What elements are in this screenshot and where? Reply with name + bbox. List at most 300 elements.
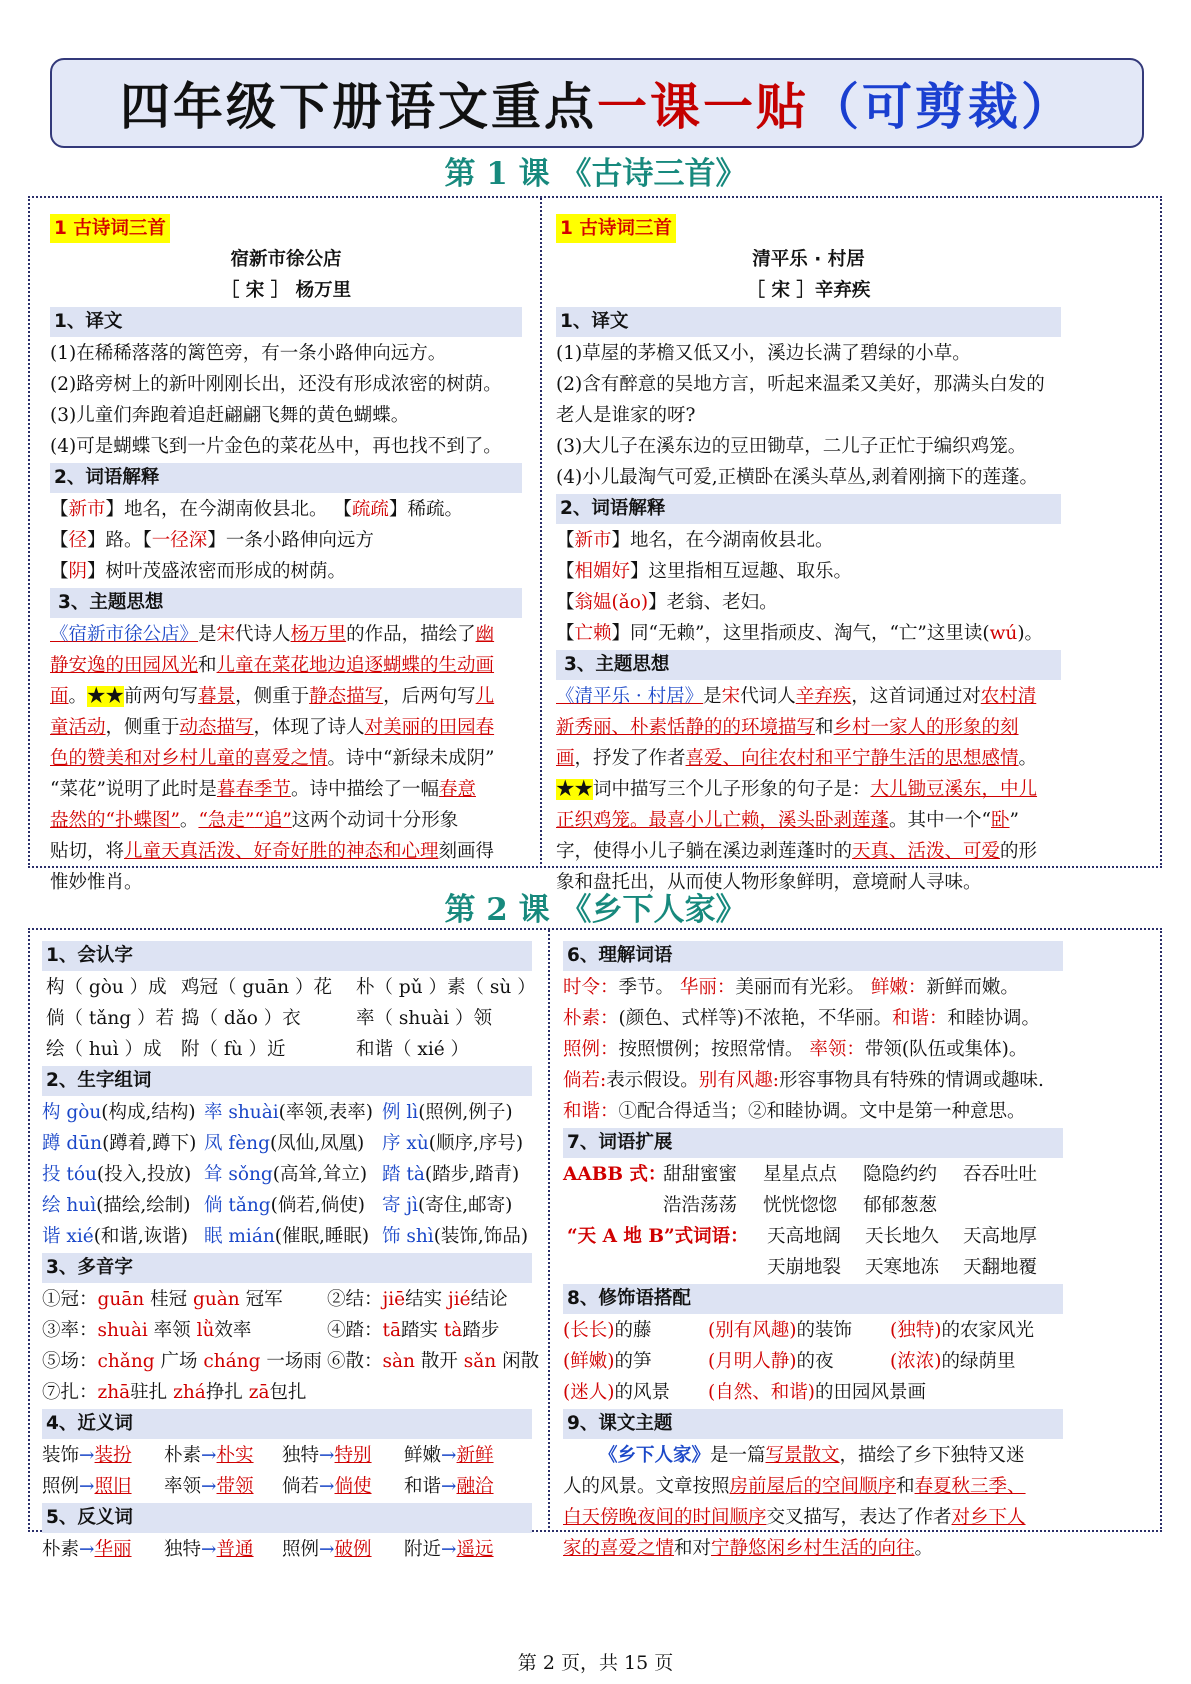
expanded-word: 恍恍惚惚 [763,1195,838,1216]
term: 华丽： [679,977,736,998]
arrow-icon: → [319,1476,335,1497]
pattern-label: “天 A 地 B”式词语： [567,1226,749,1247]
title-note: （可剪裁） [809,78,1074,136]
lesson2-title: 第 2 课 《乡下人家》 [444,892,747,928]
section-heading: 2、词语解释 [556,494,1061,524]
modifier-pair [563,1377,708,1408]
reading-word: 倘（ tǎng ）若 [46,1008,174,1029]
modifier: (鲜嫩) [563,1351,615,1372]
text-run: 动态描写 [179,717,254,738]
word: 独特 [282,1445,320,1466]
char-pinyin: 序 xù [382,1133,429,1154]
polyphone-text: jiē [382,1289,406,1310]
translation-line: (3)儿童们奔跑着追赶翩翩飞舞的黄色蝴蝶。 [50,405,410,426]
paragraph-line [50,836,522,867]
grid-row [42,1097,532,1128]
char-group [382,1221,532,1252]
grid-row [563,1377,1063,1408]
arrow-icon: → [441,1539,457,1560]
paragraph-line [50,619,522,650]
section-heading: 3、多音字 [42,1253,532,1283]
polyphone-group [42,1284,327,1315]
definition: (颜色、式样等)不浓艳，不华丽。 [618,1008,892,1029]
text-run: 童活动 [50,717,106,738]
poem-author: ［ 宋 ］辛弃疾 [746,280,871,301]
section-heading: 6、理解词语 [563,941,1063,971]
text-run: 辛弃疾 [795,686,852,707]
char-pinyin: 寄 jì [382,1195,419,1216]
reading-word: 构（ gòu ）成 [46,977,167,998]
section-tag: 1 古诗词三首 [556,214,676,243]
noun: 的田园风景画 [814,1382,926,1403]
text-run: 大儿锄豆溪东，中儿 [870,779,1038,800]
word: 装扮 [94,1445,132,1466]
expanded-word: 甜甜蜜蜜 [663,1164,738,1185]
expanded-word: 郁郁葱葱 [863,1195,938,1216]
synonym-pair [42,1440,164,1471]
arrow-icon: → [201,1476,217,1497]
paragraph-line [563,1533,1063,1564]
modifier-pair [563,1315,708,1346]
term: 照例： [563,1039,619,1060]
grid-row [42,1315,532,1346]
section-heading: 2、词语解释 [50,463,522,493]
char-words: (踏步,踏青) [424,1164,520,1185]
text-run: ，描绘了乡下独特又迷 [839,1445,1025,1466]
word: 华丽 [94,1539,132,1560]
text-run: ” [1009,810,1019,831]
arrow-icon: → [319,1445,335,1466]
grid-row [42,1003,532,1034]
text-run: 象和盘托出，从而使人物形象鲜明，意境耐人寻味。 [556,872,982,893]
synonym-pair [164,1471,282,1502]
pattern-label: AABB 式： [563,1164,667,1185]
lesson2-divider [548,930,550,1528]
noun: 的装饰 [796,1320,852,1341]
text-run: 卧 [990,810,1010,831]
text-run: 对美丽的田园春 [364,717,495,738]
antonym-pair [404,1534,522,1565]
polyphone-text: jié [448,1289,471,1310]
char-group [382,1159,532,1190]
antonym-pair [164,1534,282,1565]
paragraph-line [556,681,1061,712]
text-run: 正织鸡笼。最喜小儿亡赖，溪头卧剥莲蓬 [556,810,890,831]
word-explanation: 【新市】地名，在今湖南攸县北。 [556,530,834,551]
word: 率领 [164,1476,202,1497]
text-run: 刻画得 [438,841,495,862]
char-pinyin: 例 lì [382,1102,419,1123]
polyphone-group [327,1346,540,1377]
char-group [382,1128,532,1159]
text-run: 新秀丽、朴素恬静的的环境描写 [556,717,816,738]
paragraph-line [50,712,522,743]
text-run: 面 [50,686,69,707]
grid-row [42,1190,532,1221]
word: 朴实 [216,1445,254,1466]
polyphone-text: ⑤场： [42,1351,98,1372]
expanded-word: 浩浩荡荡 [663,1195,738,1216]
definition: 和睦协调。 [947,1008,1040,1029]
section-heading: 7、词语扩展 [563,1128,1063,1158]
modifier: (自然、和谐) [708,1382,815,1403]
text-run: 喜爱、向往农村和平宁静生活的思想感情 [685,748,1019,769]
polyphone-group [327,1284,527,1315]
arrow-icon: → [319,1539,335,1560]
paragraph-line [563,1471,1063,1502]
polyphone-text: 一场雨 [260,1351,322,1372]
polyphone-text: 包扎 [269,1382,307,1403]
paragraph-line [50,743,522,774]
polyphone-text: 率领 [147,1320,197,1341]
text-run: 前两句写 [124,686,199,707]
synonym-pair [404,1440,522,1471]
word-explanation: 【新市】地名，在今湖南攸县北。 【疏疏】稀疏。 [50,499,463,520]
text-run: 惟妙惟肖。 [50,872,143,893]
section-heading: 1、译文 [556,307,1061,337]
word: 朴素 [42,1539,80,1560]
theme-paragraph [556,681,1061,898]
grid-row [563,1096,1063,1127]
polyphone-text: 结论 [470,1289,508,1310]
text-run: ，侧重于 [235,686,310,707]
section-heading: 4、近义词 [42,1409,532,1439]
text-run: 人的风景。文章按照 [563,1476,730,1497]
translation-line: 老人是谁家的呀? [556,405,696,426]
antonym-pair [282,1534,404,1565]
definition: 表示假设。 [606,1070,699,1091]
word: 装饰 [42,1445,80,1466]
word-explanation: 【相媚好】这里指相互逗趣、取乐。 [556,561,853,582]
section-heading: 9、课文主题 [563,1409,1063,1439]
text-run: 盎然的“扑蝶图” [50,810,180,831]
grid-row [42,1440,532,1471]
text-run: 和 [198,655,217,676]
definition: 季节。 [618,977,680,998]
text-run: 是 [198,624,217,645]
polyphone-text: 驻扎 [130,1382,174,1403]
text-run: 交叉描写，表达了作者 [766,1507,952,1528]
expanded-word: 星星点点 [763,1164,838,1185]
polyphone-text: zhá [173,1382,206,1403]
word: 照例 [42,1476,80,1497]
expanded-word: 天高地阔 [767,1226,842,1247]
synonym-pair [282,1440,404,1471]
polyphone-text: guān [97,1289,145,1310]
modifier-pair [890,1346,1060,1377]
text-run: 。其中一个“ [889,810,991,831]
polyphone-group [42,1377,522,1408]
polyphone-text: 效率 [214,1320,252,1341]
text-run: 宁静悠闲乡村生活的向往 [711,1538,915,1559]
word: 倘若 [282,1476,320,1497]
char-words: (高耸,耸立) [272,1164,368,1185]
word: 附近 [404,1539,442,1560]
noun: 的绿荫里 [941,1351,1016,1372]
char-group [204,1159,382,1190]
char-pinyin: 蹲 dūn [42,1133,103,1154]
paragraph-line [50,774,522,805]
text-run: 暮春季节 [216,779,291,800]
definition: ①配合得适当；②和睦协调。文中是第一种意思。 [618,1101,1026,1122]
definition: 形容事物具有特殊的情调或趣味. [778,1070,1044,1091]
noun: 的农家风光 [941,1320,1034,1341]
section-heading: 8、修饰语搭配 [563,1284,1063,1314]
text-run: ，体现了诗人 [253,717,365,738]
char-pinyin: 投 tóu [42,1164,97,1185]
modifier: (长长) [563,1320,615,1341]
grid-row [563,1065,1063,1096]
polyphone-text: zhā [97,1382,131,1403]
word: 普通 [216,1539,254,1560]
text-run: 宋 [721,686,741,707]
term: 和谐： [563,1101,619,1122]
polyphone-text: ③率： [42,1320,98,1341]
modifier-pair [708,1315,890,1346]
reading-word: 和谐（ xié ） [356,1039,470,1060]
grid-row [42,1034,532,1065]
char-pinyin: 构 gòu [42,1102,102,1123]
expanded-word: 隐隐约约 [863,1164,938,1185]
text-run: 白天傍晚夜间的时间顺序 [563,1507,767,1528]
text-run: 是 [703,686,722,707]
text-run: 字，使得小儿子躺在溪边剥莲蓬时的 [556,841,853,862]
polyphone-text: ②结： [327,1289,383,1310]
polyphone-text: tà [443,1320,463,1341]
term: 别有风趣: [698,1070,779,1091]
char-words: (率领,表率) [278,1102,373,1123]
char-words: (装饰,饰品) [433,1226,529,1247]
word: 遥远 [456,1539,494,1560]
noun: 的藤 [614,1320,652,1341]
char-words: (蹲着,蹲下) [102,1133,197,1154]
section-heading: 1、会认字 [42,941,532,971]
char-words: (倘若,倘使) [270,1195,365,1216]
polyphone-text: ①冠： [42,1289,98,1310]
grid-row [42,1284,532,1315]
char-words: (顺序,序号) [428,1133,524,1154]
text-run: 宋 [216,624,236,645]
word: 独特 [164,1539,202,1560]
paragraph-line [50,650,522,681]
text-run: 写景散文 [765,1445,840,1466]
polyphone-text: 闲散 [496,1351,540,1372]
section-heading: 2、生字组词 [42,1066,532,1096]
char-group [42,1097,204,1128]
word: 照旧 [94,1476,132,1497]
text-run: 幽 [475,624,495,645]
polyphone-text: ④踏： [327,1320,383,1341]
char-words: (投入,投放) [96,1164,192,1185]
reading-word: 捣（ dǎo ）衣 [181,1008,301,1029]
char-words: (照例,例子) [418,1102,513,1123]
word-explanation: 【阴】树叶茂盛浓密而形成的树荫。 [50,561,347,582]
grid-row [563,1315,1063,1346]
char-group [42,1221,204,1252]
definition: 新鲜而嫩。 [926,977,1019,998]
text-run: ，后两句写 [383,686,476,707]
lesson1-title: 第 1 课 《古诗三首》 [444,156,747,192]
text-run: 农村清 [980,686,1037,707]
grid-row [42,1159,532,1190]
reading-word: 鸡冠（ guān ）花 [181,977,332,998]
char-pinyin: 率 shuài [204,1102,279,1123]
modifier-pair [563,1346,708,1377]
reading-word: 朴（ pǔ ）素（ sù ） [356,977,536,998]
expanded-word: 天高地厚 [963,1226,1038,1247]
text-run: 。 [68,686,88,707]
noun: 的笋 [614,1351,652,1372]
word: 特别 [334,1445,372,1466]
expanded-word: 天长地久 [865,1226,940,1247]
grid-row [42,1534,532,1565]
char-group [204,1190,382,1221]
translation-line: (4)可是蝴蝶飞到一片金色的菜花丛中，再也找不到了。 [50,436,502,457]
modifier: (别有风趣) [708,1320,797,1341]
char-pinyin: 绘 huì [42,1195,97,1216]
grid-row [42,1128,532,1159]
section-heading: 5、反义词 [42,1503,532,1533]
polyphone-text: zā [248,1382,270,1403]
grid-row [563,1221,1063,1252]
text-run: 。诗中“新绿未成阴” [327,748,495,769]
text-run: 的形 [1000,841,1038,862]
word: 照例 [282,1539,320,1560]
text-run: 杨万里 [290,624,347,645]
term: 朴素： [563,1008,619,1029]
paragraph-line [556,805,1061,836]
arrow-icon: → [79,1539,95,1560]
text-run: 《清平乐 · 村居》 [556,686,704,707]
word: 带领 [216,1476,254,1497]
grid-row [563,1252,1063,1283]
noun: 的夜 [796,1351,834,1372]
word: 朴素 [164,1445,202,1466]
text-run: 。诗中描绘了一幅 [290,779,439,800]
text-run: 《乡下人家》 [599,1445,711,1466]
grid-row [42,1221,532,1252]
polyphone-text: 冠军 [239,1289,283,1310]
grid-row [42,1471,532,1502]
polyphone-text: sàn [382,1351,415,1372]
text-run: ，这首词通过对 [851,686,981,707]
word-explanation: 【翁媪(ǎo)】老翁、老妇。 [556,592,778,613]
text-run: 词中描写三个儿子形象的句子是： [593,779,871,800]
modifier-pair [890,1315,1060,1346]
text-run: 静安逸的田园风光 [50,655,199,676]
polyphone-text: 踏步 [462,1320,500,1341]
lesson2-right-column [563,940,1063,1564]
polyphone-group [327,1315,527,1346]
section-heading: 3、主题思想 [50,588,522,618]
polyphone-text: guàn [192,1289,240,1310]
title-main: 四年级下册语文重点 [120,78,597,136]
text-run: 和 [896,1476,915,1497]
text-run: 色的赞美和对乡村儿童的喜爱之情 [50,748,328,769]
text-run: “急走” [198,810,255,831]
char-pinyin: 眠 mián [204,1226,275,1247]
char-words: (描绘,绘制) [96,1195,191,1216]
char-group [382,1190,532,1221]
title-highlight: 一课一贴 [597,78,809,136]
text-run: ★★ [87,686,125,707]
text-run: 。 [1018,748,1038,769]
grid-row [42,972,536,1003]
text-run: 代诗人 [235,624,291,645]
polyphone-text: 桂冠 [144,1289,193,1310]
polyphone-text: lǜ [196,1320,215,1341]
text-run: 和对 [674,1538,712,1559]
text-run: 这两个动词十分形象 [291,810,459,831]
text-run: 的作品，描绘了 [346,624,476,645]
paragraph-line [556,712,1061,743]
synonym-pair [164,1440,282,1471]
word: 融洽 [456,1476,494,1497]
polyphone-group [42,1315,327,1346]
modifier-pair [708,1377,926,1408]
theme-paragraph [50,619,522,898]
word-explanation: 【径】路。【一径深】一条小路伸向远方 [50,530,374,551]
polyphone-text: ⑦扎： [42,1382,98,1403]
modifier-pair [708,1346,890,1377]
section-heading: 1、译文 [50,307,522,337]
poem-title: 清平乐 · 村居 [752,249,865,270]
translation-line: (1)草屋的茅檐又低又小，溪边长满了碧绿的小草。 [556,343,971,364]
page-header [50,58,1144,148]
noun: 的风景 [614,1382,670,1403]
translation-line: (4)小儿最淘气可爱,正横卧在溪头草丛,剥着刚摘下的莲蓬。 [556,467,1038,488]
text-run: 儿童在菜花地边追逐蝴蝶的生动画 [216,655,495,676]
text-run: 春夏秋三季、 [914,1476,1026,1497]
lesson1-left-column [50,214,522,898]
char-words: (寄住,邮寄) [418,1195,513,1216]
polyphone-text: chǎng [97,1351,155,1372]
char-group [204,1221,382,1252]
polyphone-text: 踏实 [400,1320,444,1341]
modifier: (迷人) [563,1382,615,1403]
term: 时令： [563,977,619,998]
char-words: (催眠,睡眠) [274,1226,370,1247]
modifier: (独特) [890,1320,942,1341]
char-words: (凤仙,凤凰) [269,1133,365,1154]
text-run: 乡村一家人的形象的刻 [833,717,1019,738]
text-run: 春意 [438,779,476,800]
text-run: 对乡下人 [951,1507,1026,1528]
text-run: 儿 [475,686,495,707]
char-pinyin: 凤 fèng [204,1133,270,1154]
expanded-word: 天崩地裂 [767,1257,842,1278]
arrow-icon: → [79,1445,95,1466]
text-run: 《宿新市徐公店》 [50,624,199,645]
text-run: ★★ [556,779,594,800]
polyphone-text: cháng [203,1351,261,1372]
word: 鲜嫩 [404,1445,442,1466]
text-run: 儿童天真活泼、好奇好胜的神态和心理 [124,841,439,862]
synonym-pair [282,1471,404,1502]
word: 倘使 [334,1476,372,1497]
grid-row [563,1159,1063,1190]
paragraph-line [556,743,1061,774]
definition: 按照惯例；按照常情。 [618,1039,810,1060]
grid-row [42,1346,540,1377]
grid-row [563,1346,1063,1377]
word: 新鲜 [456,1445,494,1466]
text-run: 暮景 [198,686,236,707]
expanded-word: 天寒地冻 [865,1257,940,1278]
section-heading: 3、主题思想 [556,650,1061,680]
word-explanation: 【亡赖】同“无赖”，这里指顽皮、淘气，“亡”这里读(wú)。 [556,623,1044,644]
polyphone-text: 广场 [154,1351,204,1372]
